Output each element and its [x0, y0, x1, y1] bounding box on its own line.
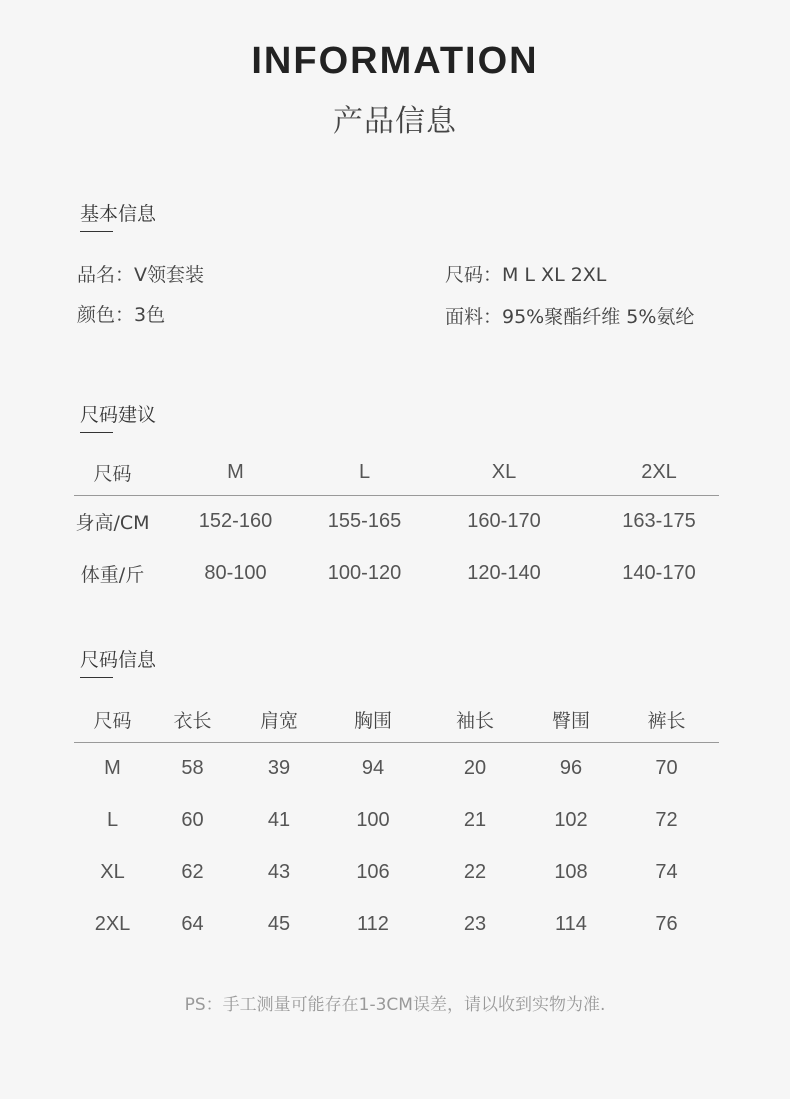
header-cell: 肩宽 — [234, 698, 324, 742]
table-cell: 74 — [655, 860, 678, 883]
table-cell: 163-175 — [622, 509, 696, 532]
product-size: 尺码：M L XL 2XL — [445, 264, 607, 286]
size-info-table — [74, 698, 719, 950]
table-cell: 94 — [361, 756, 385, 779]
header-cell: 胸围 — [324, 698, 422, 742]
table-header-row — [74, 451, 719, 495]
table-row — [74, 846, 719, 898]
table-cell: 155-165 — [327, 509, 402, 532]
table-cell: M — [104, 756, 121, 779]
table-cell: 100 — [356, 808, 390, 831]
measurement-note: PS：手工测量可能存在1-3CM误差，请以收到实物为准. — [184, 995, 606, 1015]
table-cell: 43 — [267, 860, 291, 883]
header-cell: 裤长 — [614, 698, 719, 742]
table-cell: 41 — [267, 808, 291, 831]
table-cell: 70 — [655, 756, 678, 779]
table-cell: 100-120 — [327, 561, 402, 584]
table-cell: 45 — [267, 912, 291, 935]
page-title-en: INFORMATION — [251, 40, 539, 82]
table-cell: 96 — [559, 756, 583, 779]
size-advice-table — [74, 451, 719, 599]
table-cell: 112 — [357, 912, 389, 935]
table-cell: L — [106, 808, 119, 831]
table-cell: 114 — [555, 912, 587, 935]
header-cell: M — [151, 451, 320, 495]
product-name: 品名：V领套装 — [77, 264, 204, 286]
header-cell: XL — [409, 451, 599, 495]
table-cell: 23 — [463, 912, 487, 935]
table-cell: 106 — [356, 860, 390, 883]
table-cell: 120-140 — [467, 561, 541, 584]
table-cell: 102 — [554, 808, 588, 831]
table-cell: XL — [100, 860, 125, 883]
header-cell: L — [320, 451, 409, 495]
section-title-size-info: 尺码信息 — [80, 649, 157, 671]
table-cell: 108 — [554, 860, 588, 883]
header-cell: 尺码 — [74, 698, 151, 742]
section-underline — [80, 677, 113, 678]
section-title-size-advice: 尺码建议 — [80, 404, 157, 426]
page-title-cn: 产品信息 — [333, 104, 457, 139]
table-row — [74, 794, 719, 846]
table-row — [74, 898, 719, 950]
table-cell: 64 — [181, 912, 204, 935]
table-row — [74, 547, 719, 599]
table-cell: 80-100 — [204, 561, 267, 584]
table-header-row — [74, 698, 719, 742]
table-cell: 76 — [655, 912, 678, 935]
header-cell: 尺码 — [74, 451, 151, 495]
row-label: 身高/CM — [75, 511, 150, 534]
table-cell: 72 — [655, 808, 678, 831]
table-cell: 152-160 — [198, 509, 273, 532]
section-underline — [80, 231, 113, 232]
header-cell: 臀围 — [528, 698, 614, 742]
table-cell: 160-170 — [467, 509, 541, 532]
table-cell: 20 — [463, 756, 487, 779]
table-row — [74, 742, 719, 794]
row-label: 体重/斤 — [80, 563, 145, 586]
table-cell: 62 — [181, 860, 204, 883]
section-underline — [80, 432, 113, 433]
header-cell: 衣长 — [151, 698, 234, 742]
section-title-basic: 基本信息 — [80, 203, 157, 225]
table-cell: 58 — [181, 756, 204, 779]
table-cell: 21 — [463, 808, 487, 831]
product-fabric: 面料：95%聚酯纤维 5%氨纶 — [445, 306, 695, 328]
table-cell: 140-170 — [622, 561, 696, 584]
header-cell: 2XL — [599, 451, 719, 495]
product-color: 颜色：3色 — [77, 304, 166, 326]
table-cell: 60 — [181, 808, 204, 831]
header-cell: 袖长 — [422, 698, 528, 742]
table-cell: 22 — [463, 860, 487, 883]
table-cell: 2XL — [94, 912, 131, 935]
table-row — [74, 495, 719, 547]
table-cell: 39 — [267, 756, 291, 779]
